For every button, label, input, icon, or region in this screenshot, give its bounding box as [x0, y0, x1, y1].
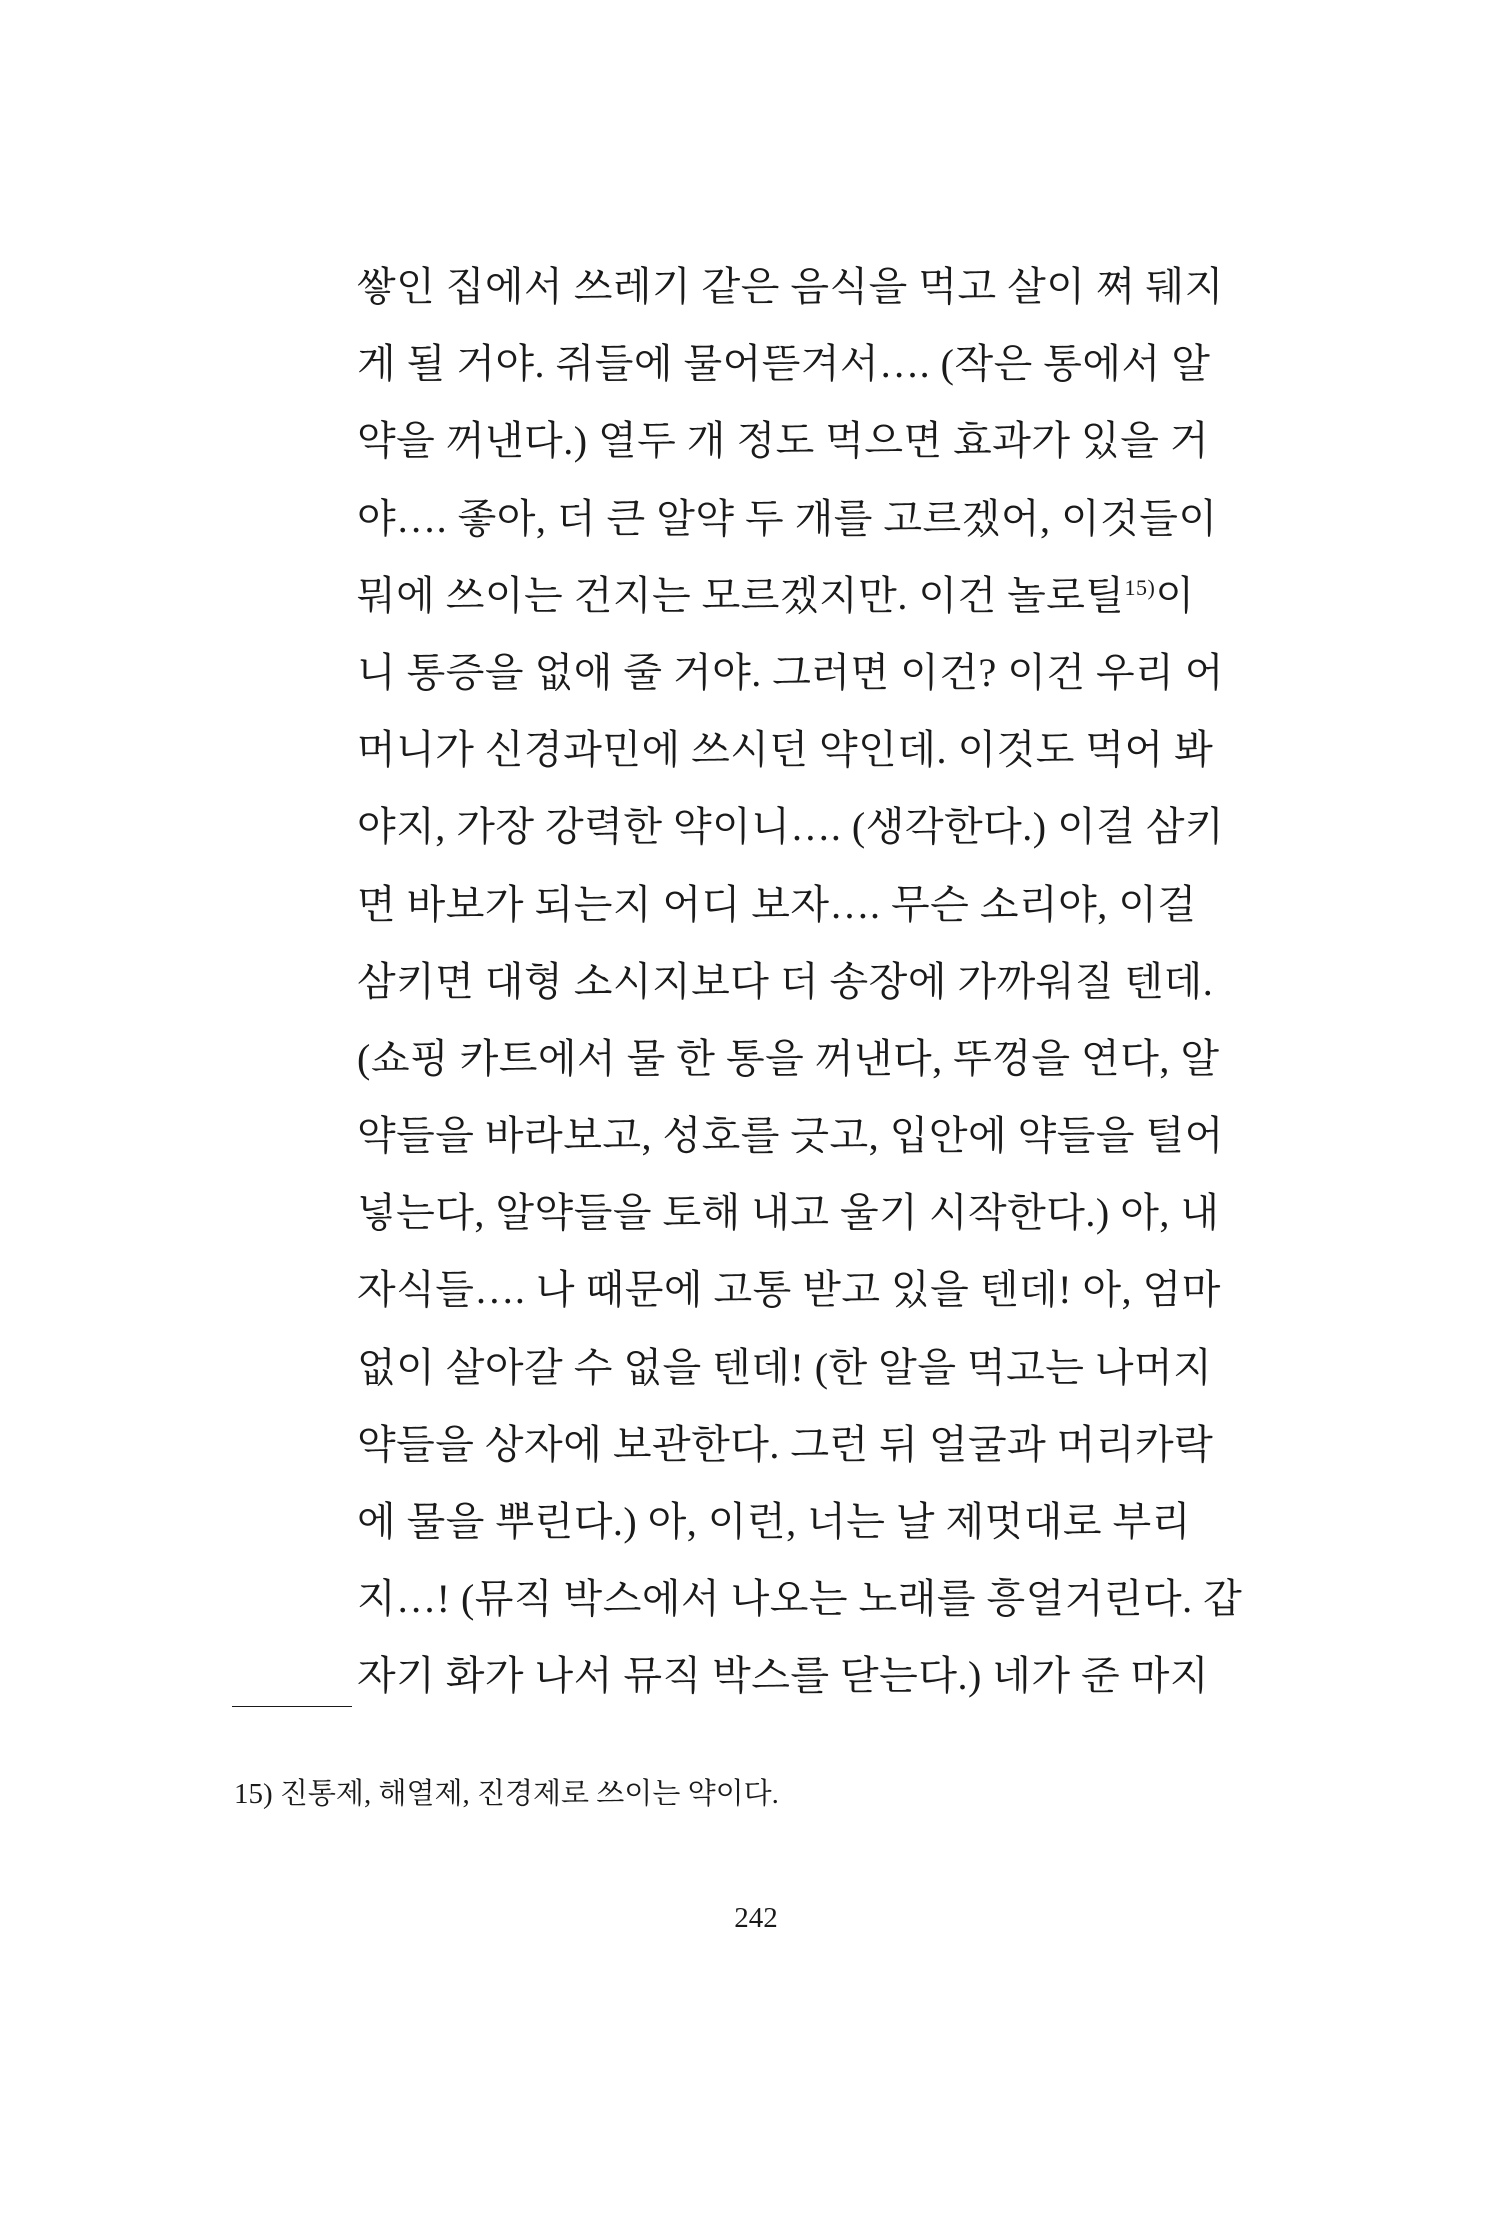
footnote-reference[interactable]: 15) [1124, 574, 1156, 600]
text-line: (쇼핑 카트에서 물 한 통을 꺼낸다, 뚜껑을 연다, 알 [357, 1035, 1220, 1081]
text-line: 자기 화가 나서 뮤직 박스를 닫는다.) 네가 준 마지 [357, 1653, 1209, 1699]
text-line: 삼키면 대형 소시지보다 더 송장에 가까워질 텐데. [357, 958, 1214, 1004]
text-line: 게 될 거야. 쥐들에 물어뜯겨서…. (작은 통에서 알 [357, 341, 1211, 387]
footnote-divider [232, 1706, 352, 1707]
text-segment: 뭐에 쓰이는 건지는 모르겠지만. 이건 놀로틸 [357, 572, 1125, 618]
text-segment: 이 [1155, 572, 1195, 618]
text-line: 약들을 바라보고, 성호를 긋고, 입안에 약들을 털어 [357, 1113, 1224, 1159]
text-line: 지…! (뮤직 박스에서 나오는 노래를 흥얼거린다. 갑 [357, 1576, 1243, 1622]
text-line: 머니가 신경과민에 쓰시던 약인데. 이것도 먹어 봐 [357, 727, 1214, 773]
text-line-with-footnote-ref [357, 557, 1195, 634]
text-line: 에 물을 뿌린다.) 아, 이런, 너는 날 제멋대로 부리 [357, 1499, 1191, 1544]
text-line: 약을 꺼낸다.) 열두 개 정도 먹으면 효과가 있을 거 [357, 418, 1209, 464]
footnote: 15) 진통제, 해열제, 진경제로 쓰이는 약이다. [234, 1778, 779, 1810]
text-line: 면 바보가 되는지 어디 보자…. 무슨 소리야, 이걸 [357, 881, 1197, 927]
text-line: 쌓인 집에서 쓰레기 같은 음식을 먹고 살이 쪄 뒈지 [357, 264, 1224, 309]
text-line: 자식들…. 나 때문에 고통 받고 있을 텐데! 아, 엄마 [357, 1267, 1221, 1313]
text-line: 야지, 가장 강력한 약이니…. (생각한다.) 이걸 삼키 [357, 804, 1225, 850]
text-line: 니 통증을 없애 줄 거야. 그러면 이건? 이건 우리 어 [357, 649, 1224, 695]
body-text [357, 248, 1243, 1715]
text-line: 없이 살아갈 수 없을 텐데! (한 알을 먹고는 나머지 [357, 1344, 1213, 1390]
text-line: 넣는다, 알약들을 토해 내고 울기 시작한다.) 아, 내 [357, 1190, 1220, 1236]
text-line: 약들을 상자에 보관한다. 그런 뒤 얼굴과 머리카락 [357, 1421, 1214, 1467]
text-line: 야…. 좋아, 더 큰 알약 두 개를 고르겠어, 이것들이 [357, 495, 1218, 541]
page-number: 242 [734, 1902, 778, 1934]
